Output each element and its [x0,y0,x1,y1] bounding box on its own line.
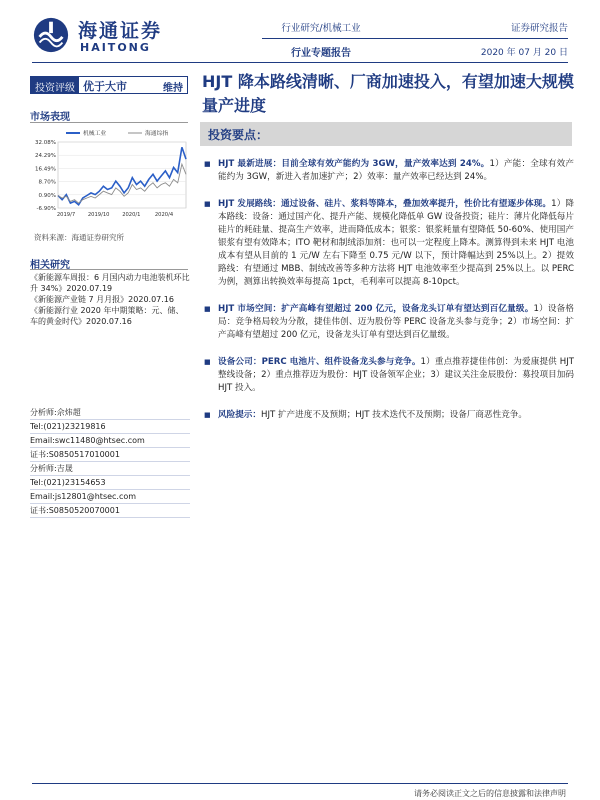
key-point-heading: HJT 发展路线：通过设备、硅片、浆料等降本，叠加效率提升，性价比有望逐步体现。 [218,199,552,209]
key-point [200,198,574,289]
chart-legend-label: 机械工业 [83,131,107,137]
key-point-body: 1）降本路线：设备：通过国产化、提升产能、规模化降低单 GW 设备投资；硅片：薄片化降低每片硅片的耗硅量、提高生产效率，进而降低成本；银浆：银浆耗量有望降低 50-60%、使用国产银浆有望有效降本；ITO 靶材和制绒添加剂：也可以一定程度上降本。测算得到未来 HJT 电池成本有望从目前的 1 元/W 左右下降至 0.75 元/W 以下，预计降幅达到 25%以上。2）提效路线：有望通过 MBB、制绒改善等多种方法将 HJT 电池效率至少提高到 25%以上。以 PERC 为例，测算出转换效率每提高 1pct，毛利率可以提高 8-10pct。 [218,199,575,287]
company-logo [32,14,182,58]
key-point-heading: HJT 市场空间：扩产高峰有望超过 200 亿元，设备龙头订单有望达到百亿量级。 [218,304,534,314]
key-point-heading: 设备公司：PERC 电池片、组件设备龙头参与竞争。 [218,357,421,367]
analyst-card [30,462,190,518]
key-point [200,303,574,342]
analyst-cert: 证书:S0850520070001 [30,504,190,518]
analyst-tel: Tel:(021)23154653 [30,476,190,490]
key-points-list [200,158,574,436]
key-points-title: 投资要点： [208,128,269,142]
chart-y-tick-label: -6.90% [36,206,56,212]
logo-english-name: HAITONG [80,41,151,54]
report-series: 证券研究报告 [510,23,568,34]
report-date: 2020 年 07 月 20 日 [480,48,568,58]
analyst-cert: 证书:S0850517010001 [30,448,190,462]
header-right [481,20,568,58]
rating-action: 维持 [163,83,183,94]
key-point-body: 1）设备格局：竞争格局较为分散，捷佳伟创、迈为股份等 PERC 设备龙头参与竞争；2）市场空间：扩产高峰有望超过 200 亿元，设备龙头订单有望达到百亿量级。 [218,304,575,340]
analyst-name: 分析师:佘炜超 [30,406,190,420]
related-research-list [30,272,190,327]
header-divider-bottom [32,62,568,63]
related-item[interactable]: 《新能源产业链 7 月月报》2020.07.16 [30,295,174,304]
rating-label: 投资评级 [31,77,79,93]
chart-x-tick-label: 2019/7 [56,212,76,218]
chart-plot-frame [58,142,186,208]
chart-legend-label: 海通综指 [145,131,169,137]
investment-rating [30,76,188,94]
disclaimer-footer[interactable]: 请务必阅读正文之后的信息披露和法律声明 [414,789,566,798]
key-point-body: 1）重点推荐捷佳伟创：为爱康提供 HJT 整线设备；2）重点推荐迈为股份：HJT 设备领军企业；3）建议关注金辰股份：募投项目加码 HJT 投入。 [218,357,574,393]
chart-x-tick-label: 2019/10 [87,212,110,218]
chart-x-tick-label: 2020/1 [122,212,141,218]
report-type: 行业专题报告 [291,48,351,59]
chart-source: 资料来源：海通证券研究所 [34,233,124,242]
analyst-tel: Tel:(021)23219816 [30,420,190,434]
logo-chinese-name: 海通证券 [78,20,163,42]
footer-divider [32,783,568,784]
key-point-heading: 风险提示： [218,410,261,420]
related-research-title: 相关研究 [30,260,70,271]
chart-y-tick-label: 32.08% [35,140,56,146]
haitong-logo-icon [32,16,70,54]
key-points-header [200,122,572,146]
analyst-email[interactable]: Email:swc11480@htsec.com [30,434,190,448]
key-point-body: 1）产能：全球有效产能约为 3GW，新进入者加速扩产；2）效率：量产效率已经达到 24%。 [218,159,575,182]
analyst-card [30,406,190,462]
report-category: 行业研究/机械工业 [281,23,361,34]
related-item[interactable]: 《新能源车周报：6 月国内动力电池装机环比升 34%》2020.07.19 [30,273,190,293]
key-point [200,409,574,422]
market-title-rule [30,122,188,123]
key-point-body: HJT 扩产进度不及预期；HJT 技术迭代不及预期；设备厂商恶性竞争。 [260,410,527,420]
analyst-contacts [30,406,190,518]
rating-value: 优于大市 [83,80,127,93]
chart-y-tick-label: 8.70% [38,179,56,186]
key-point [200,158,574,184]
chart-x-tick-label: 2020/4 [154,212,174,218]
header-divider-top [262,38,568,39]
analyst-name: 分析师:吉晟 [30,462,190,476]
chart-series-line [58,164,186,203]
related-title-rule [30,269,188,270]
chart-y-tick-label: 0.90% [38,192,56,199]
market-performance-title: 市场表现 [30,112,70,123]
report-title: HJT 降本路线清晰、厂商加速投入，有望加速大规模量产进度 [202,72,574,115]
market-chart-svg [28,126,190,222]
chart-series-line [58,147,186,205]
key-point-heading: HJT 最新进展：目前全球有效产能约为 3GW，量产效率达到 24%。 [218,159,490,169]
key-point [200,356,574,395]
chart-y-tick-label: 24.29% [35,153,56,160]
related-item[interactable]: 《新能源行业 2020 年中期策略：元、储、车的黄金时代》2020.07.16 [30,306,184,326]
analyst-email[interactable]: Email:js12801@htsec.com [30,490,190,504]
header-center [262,20,380,59]
chart-y-tick-label: 16.49% [35,166,56,173]
market-performance-chart [28,126,190,222]
